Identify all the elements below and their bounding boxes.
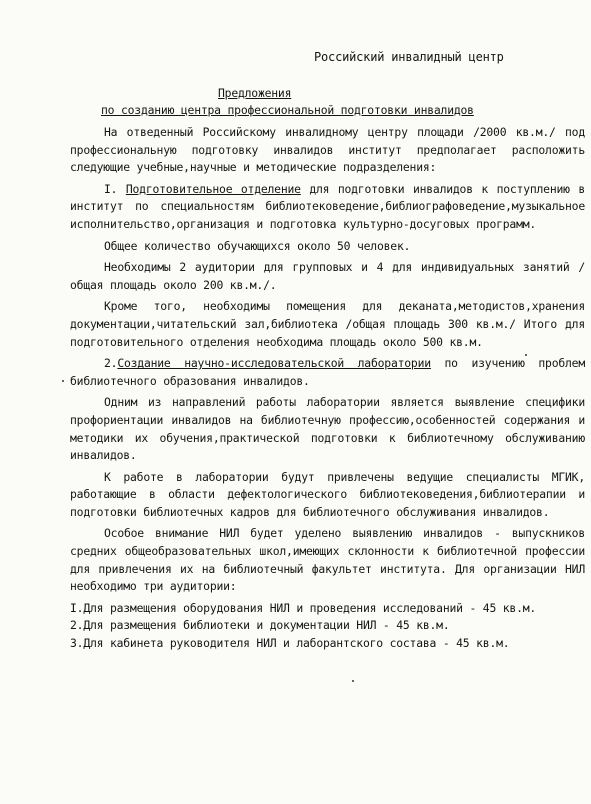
document-body: [70, 124, 585, 653]
section-2-text: по изучению проблем библиотечного образования инвалидов.: [70, 356, 585, 388]
section-2-paragraph: [70, 355, 585, 390]
list-item: I.Для размещения оборудования НИЛ и проведения исследований - 45 кв.м.: [70, 600, 537, 615]
section-1-number: I.: [104, 181, 126, 196]
paper-speck: [352, 680, 354, 682]
paper-speck: [62, 380, 64, 382]
list-item: 3.Для кабинета руководителя НИЛ и лаборантского состава - 45 кв.м.: [70, 636, 510, 651]
list-item: 2.Для размещения библиотеки и документации НИЛ - 45 кв.м.: [70, 618, 450, 633]
lab-directions-paragraph: Одним из направлений работы лаборатории является выявление специфики профориентации инвалидов на библиотечную профессию,особенностей содержания и методики их обучения,практической подготовки к библиотечному обслуживанию инвалидов.: [70, 395, 585, 463]
section-2-heading: Создание научно-исследовательской лаборатории: [117, 356, 431, 371]
auditoriums-paragraph: Необходимы 2 аудитории для групповых и 4 для индивидуальных занятий /общая площадь около 200 кв.м./.: [70, 260, 585, 292]
section-1-text: для подготовки инвалидов к поступлению в институт по специальностям библиотековедение,библиографоведение,музыкальное исполнительство,организация и подготовка культурно-досуговых программ.: [70, 181, 585, 231]
document-subtitle: по созданию центра профессиональной подготовки инвалидов: [101, 103, 474, 117]
paper-speck: [525, 354, 527, 356]
section-1-heading: Подготовительное отделение: [125, 181, 301, 196]
section-2-number: 2.: [104, 356, 118, 371]
lab-specialists-paragraph: К работе в лаборатории будут привлечены ведущие специалисты МГИК, работающие в области дефектологического библиотековедения,библиотерапии и подготовки библиотечных кадров для библиотечного обслуживания инвалидов.: [70, 469, 585, 519]
students-count-paragraph: Общее количество обучающихся около 50 человек.: [104, 238, 411, 253]
premises-paragraph: Кроме того, необходимы помещения для деканата,методистов,хранения документации,читательский зал,библиотека /общая площадь 300 кв.м./ Итого для подготовительного отделения необходима площадь около 500 кв.м.: [70, 299, 585, 349]
document-title: Предложения: [218, 86, 292, 100]
lab-attention-paragraph: Особое внимание НИЛ будет уделено выявлению инвалидов - выпускников средних общеобразовательных школ,имеющих склонности к библиотечной профессии для привлечения их на библиотечный факультет института. Для организации НИЛ необходимо три аудитории:: [70, 526, 585, 594]
intro-paragraph: На отведенный Российскому инвалидному центру площади /2000 кв.м./ под профессиональную подготовку инвалидов институт предполагает расположить следующие учебные,научные и методические подразделения:: [70, 125, 585, 175]
organization-header: Российский инвалидный центр: [314, 50, 504, 64]
rooms-list: [70, 600, 585, 653]
section-1-paragraph: [70, 181, 585, 234]
